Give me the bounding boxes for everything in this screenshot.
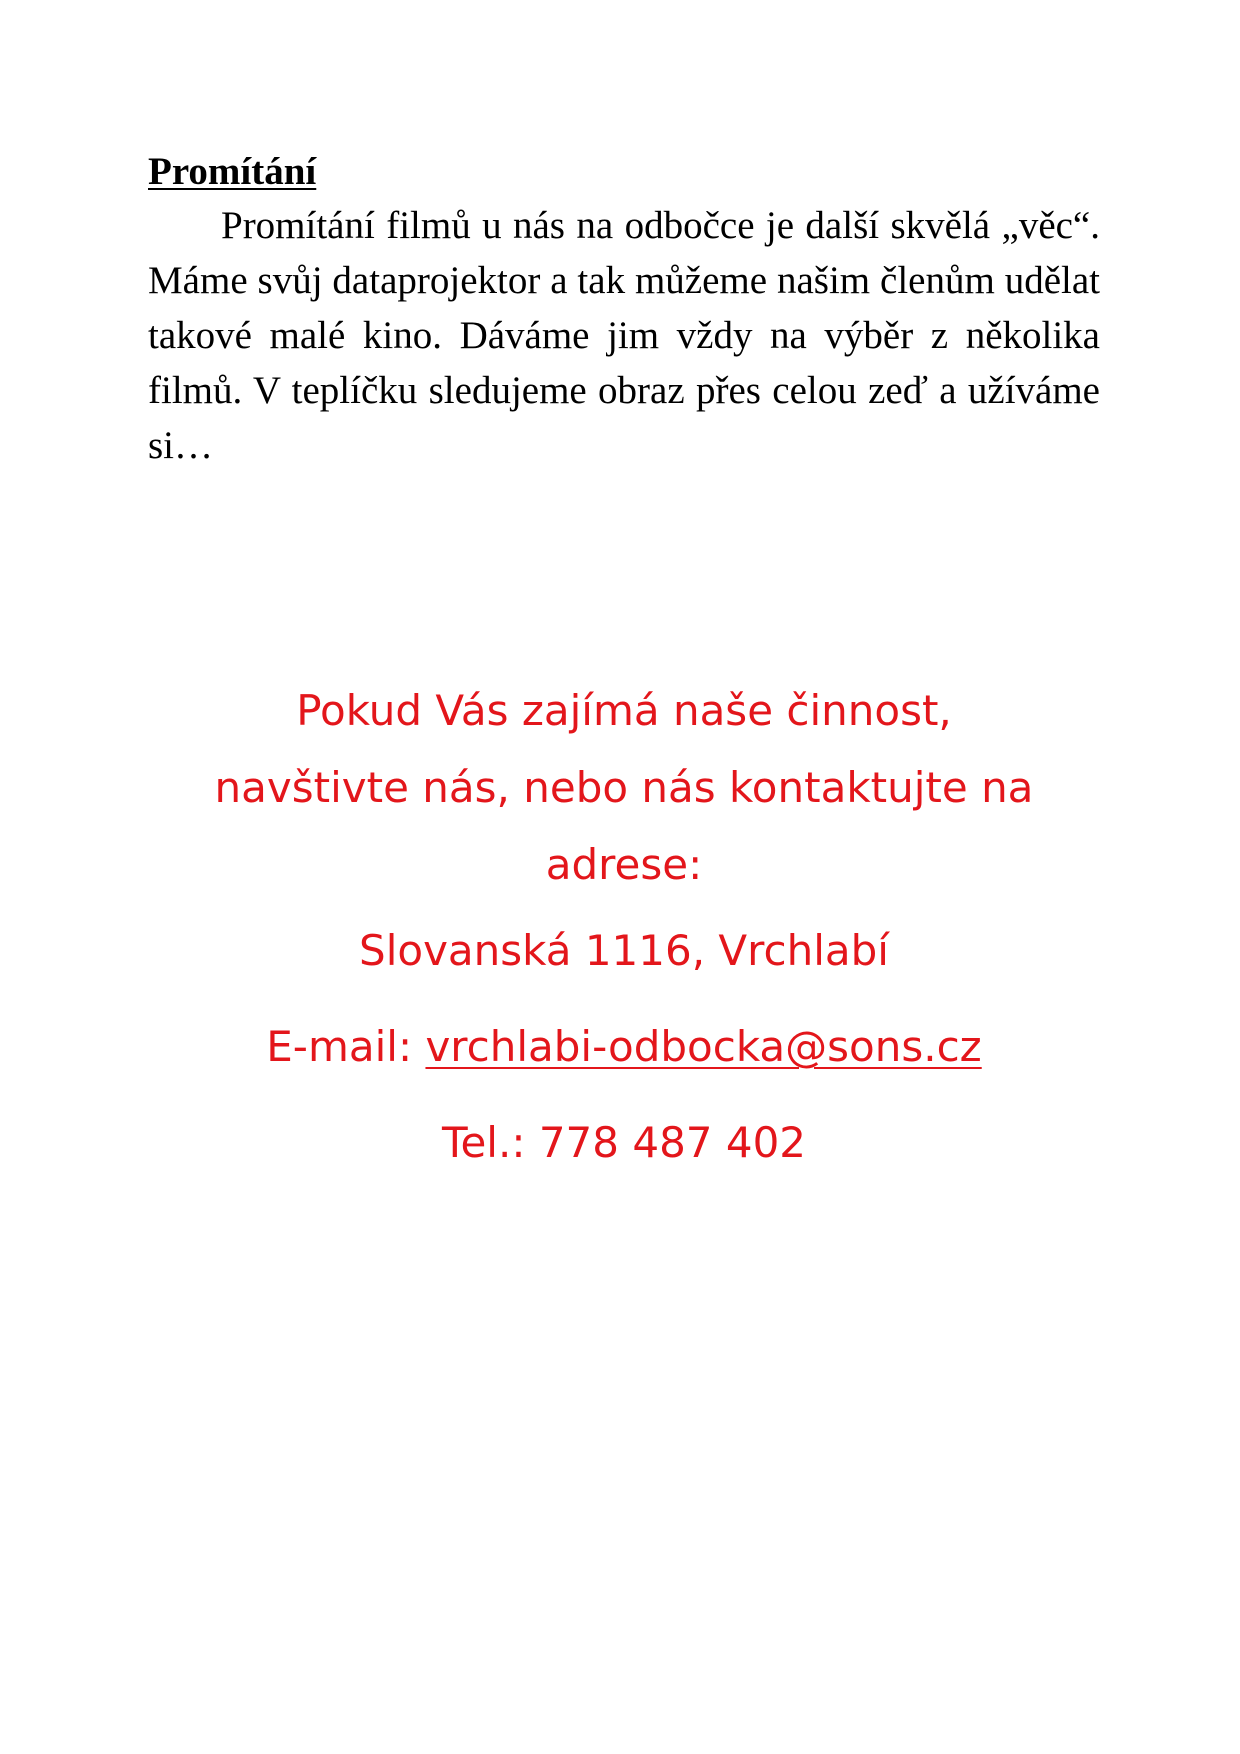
contact-phone: Tel.: 778 487 402 <box>441 1118 807 1167</box>
projection-section <box>148 146 1100 473</box>
section-heading: Promítání <box>148 150 317 193</box>
contact-intro-line-2: navštivte nás, nebo nás kontaktujte na <box>214 763 1034 812</box>
section-paragraph: Promítání filmů u nás na odbočce je další skvělá „věc“. Máme svůj dataprojektor a tak můžeme našim členům udělat takové malé kino. Dáváme jim vždy na výběr z několika filmů. V teplíčku sledujeme obraz přes celou zeď a užíváme si… <box>148 204 1100 467</box>
email-label: E-mail: <box>266 1022 426 1071</box>
contact-intro-line-3: adrese: <box>545 840 703 889</box>
email-link[interactable]: vrchlabi-odbocka@sons.cz <box>425 1022 982 1071</box>
contact-email-line <box>148 999 1100 1095</box>
contact-intro-line-1: Pokud Vás zajímá naše činnost, <box>296 686 952 735</box>
contact-address: Slovanská 1116, Vrchlabí <box>359 926 889 975</box>
contact-block <box>148 672 1100 1191</box>
